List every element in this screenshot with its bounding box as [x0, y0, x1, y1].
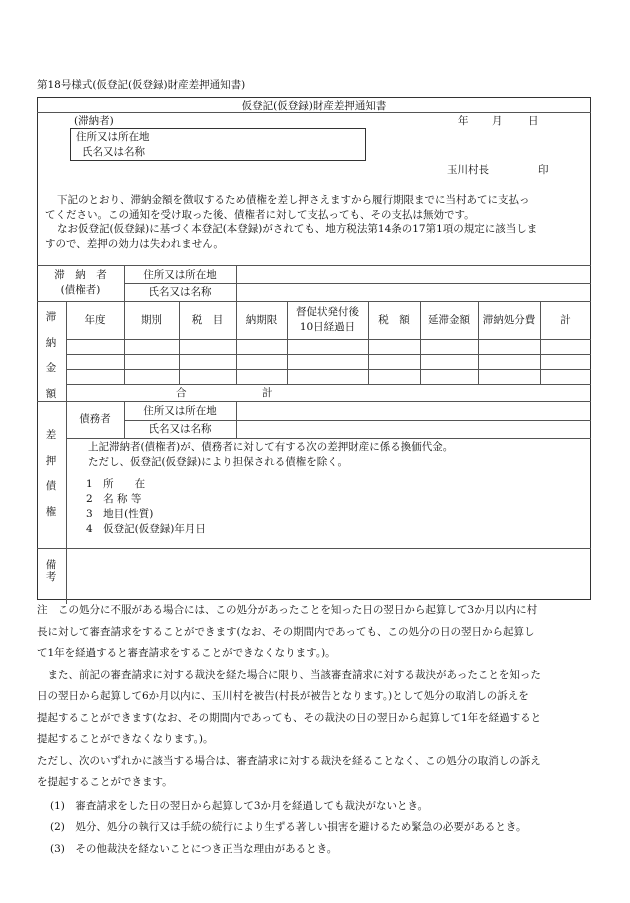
note-line: 注 この処分に不服がある場合には、この処分があったことを知った日の翌日から起算して3か月以内に村 [37, 604, 538, 616]
divider [37, 548, 591, 549]
divider [124, 283, 591, 284]
body-line-2: てください。この通知を受け取った後、債権者に対して支払っても、その支払は無効です。 [45, 209, 475, 221]
divider [124, 420, 591, 421]
note-line: て1年を経過すると審査請求をすることができなくなります。)。 [37, 647, 336, 659]
total-label-a: 合 [176, 387, 187, 399]
divider [37, 301, 591, 302]
header-late-fee: 延滞金額 [428, 314, 470, 326]
condition-item: (3) その他裁決を経ないことにつき正当な理由があるとき。 [50, 842, 338, 855]
seal-mark: 印 [538, 164, 549, 176]
body-line-4: すので、差押の効力は失われません。 [45, 238, 224, 250]
header-fiscal-year: 年度 [84, 314, 106, 326]
header-tax-item: 税 目 [191, 314, 224, 326]
body-line-1: 下記のとおり、滞納金額を徴収するため債権を差し押さえますから履行期限までに当村あてに支払っ [57, 194, 530, 206]
creditor-label: (債権者) [60, 284, 101, 296]
divider [66, 369, 591, 370]
header-period: 期別 [141, 314, 162, 326]
seizure-desc-2: ただし、仮登記(仮登録)により担保される債権を除く。 [88, 456, 348, 468]
header-due-date: 納期限 [245, 314, 278, 326]
divider [66, 354, 591, 355]
debtor-name-label: 氏名又は名称 [148, 423, 212, 435]
header-disposition-fee: 滞納処分費 [482, 314, 536, 326]
total-label-b: 計 [262, 387, 273, 399]
divider [37, 401, 591, 402]
seizure-item-1: 1 所 在 [86, 478, 146, 490]
header-tax-amount: 税 額 [378, 314, 410, 326]
date-month: 月 [492, 115, 503, 127]
body-line-3: なお仮登記(仮登録)に基づく本登記(本登録)がされても、地方税法第14条の17第1項の規定に該当しま [57, 223, 538, 235]
recipient-addr-label: 住所又は所在地 [76, 131, 150, 143]
seizure-vertical-label: 差 押 債 権 [45, 429, 57, 518]
amount-vertical-label: 滞 納 金 額 [45, 311, 57, 400]
seizure-item-3: 3 地目(性質) [86, 508, 154, 520]
issuer-name: 玉川村長 [447, 164, 489, 176]
date-day: 日 [528, 115, 539, 127]
divider [66, 438, 591, 439]
divider [37, 112, 591, 113]
condition-item: (1) 審査請求をした日の翌日から起算して3か月を経過しても裁決がないとき。 [50, 799, 429, 812]
recipient-name-label: 氏名又は名称 [82, 146, 145, 158]
note-line: 提起することができなくなります。)。 [37, 733, 214, 745]
debtor-addr-label: 住所又は所在地 [143, 405, 217, 417]
note-line: 長に対して審査請求をすることができます(なお、その期間内であっても、この処分の日の翌日から起算し [37, 625, 535, 638]
divider [66, 339, 591, 340]
condition-item: (2) 処分、処分の執行又は手続の続行により生ずる著しい損害を避けるため緊急の必要があるとき。 [50, 821, 527, 833]
note-line: 日の翌日から起算して6か月以内に、玉川村を被告(村長が被告となります。)として処分の取消しの訴えを [37, 690, 529, 702]
header-total: 計 [560, 314, 571, 326]
divider [37, 265, 591, 266]
delinquent-name-label: 氏名又は名称 [148, 286, 212, 298]
note-line: ただし、次のいずれかに該当する場合は、審査請求に対する裁決を経ることなく、この処分の取消しの訴え [37, 754, 541, 767]
remarks-vertical-label: 備 考 [45, 559, 57, 583]
divider [66, 301, 67, 604]
recipient-label: (滞納者) [74, 115, 114, 127]
form-number-title: 第18号様式(仮登記(仮登録)財産差押通知書) [37, 79, 246, 91]
debtor-label: 債務者 [79, 413, 111, 425]
delinquent-label: 滞 納 者 [54, 269, 107, 281]
document-title: 仮登記(仮登録)財産差押通知書 [241, 100, 387, 112]
seizure-item-2: 2 名 称 等 [86, 493, 142, 505]
header-overdue-date: 督促状発付後 10日経過日 [296, 306, 359, 333]
seizure-item-4: 4 仮登記(仮登録)年月日 [86, 523, 206, 535]
seizure-desc-1: 上記滞納者(債権者)が、債務者に対して有する次の差押財産に係る換価代金。 [88, 441, 454, 453]
date-year: 年 [458, 115, 469, 127]
divider [66, 384, 591, 385]
note-line: を提起することができます。 [37, 776, 173, 788]
note-line: 提起することができます(なお、その期間内であっても、その裁決の日の翌日から起算して1年を経過すると [37, 711, 542, 724]
delinquent-addr-label: 住所又は所在地 [143, 269, 217, 281]
note-line: また、前記の審査請求に対する裁決を経た場合に限り、当該審査請求に対する裁決があったことを知った [37, 668, 541, 681]
